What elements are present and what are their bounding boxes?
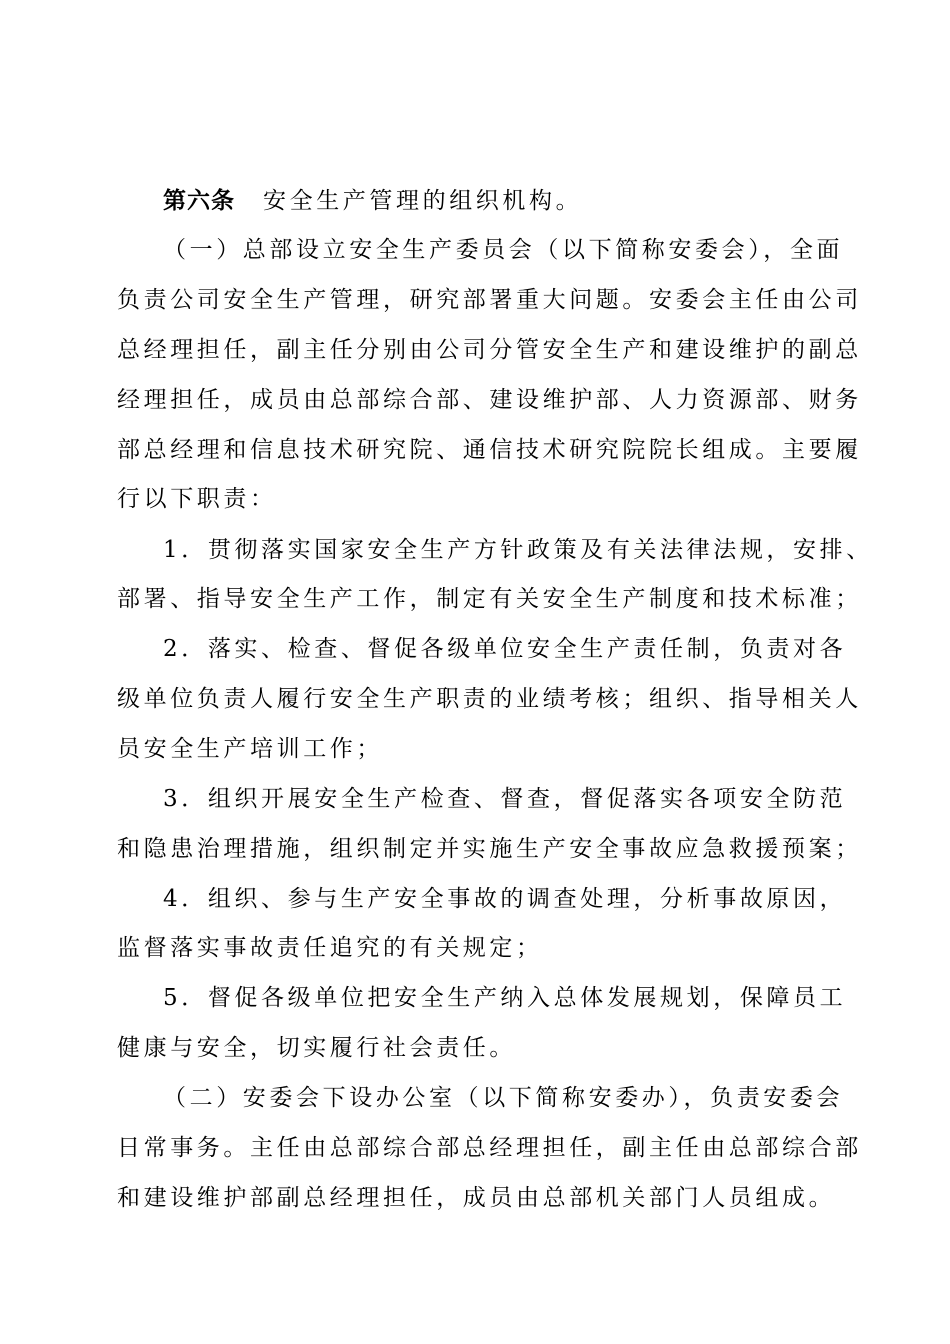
list-item-line: 5．督促各级单位把安全生产纳入总体发展规划，保障员工	[163, 985, 847, 1011]
list-item-line: 部署、指导安全生产工作，制定有关安全生产制度和技术标准；	[117, 586, 862, 612]
list-item-line: 2．落实、检查、督促各级单位安全生产责任制，负责对各	[163, 636, 847, 662]
article-heading	[163, 186, 582, 216]
list-item-line: 监督落实事故责任追究的有关规定；	[117, 935, 543, 961]
paragraph-line: 行以下职责：	[117, 486, 277, 512]
list-item-line: 3．组织开展安全生产检查、督查，督促落实各项安全防范	[163, 786, 847, 812]
paragraph-line: （一）总部设立安全生产委员会（以下简称安委会），全面	[163, 237, 844, 263]
paragraph-line: 经理担任，成员由总部综合部、建设维护部、人力资源部、财务	[117, 387, 862, 413]
list-item-line: 员安全生产培训工作；	[117, 736, 383, 762]
list-item-line: 健康与安全，切实履行社会责任。	[117, 1035, 516, 1061]
list-item-line: 4．组织、参与生产安全事故的调查处理，分析事故原因，	[163, 886, 847, 912]
list-item-line: 级单位负责人履行安全生产职责的业绩考核；组织、指导相关人	[117, 686, 862, 712]
paragraph-line: （二）安委会下设办公室（以下简称安委办），负责安委会	[163, 1085, 844, 1111]
article-label: 第六条	[163, 188, 235, 214]
list-item-line: 和隐患治理措施，组织制定并实施生产安全事故应急救援预案；	[117, 836, 862, 862]
article-title: 安全生产管理的组织机构。	[263, 188, 583, 214]
paragraph-line: 总经理担任，副主任分别由公司分管安全生产和建设维护的副总	[117, 337, 862, 363]
paragraph-line: 和建设维护部副总经理担任，成员由总部机关部门人员组成。	[117, 1185, 836, 1211]
list-item-line: 1．贯彻落实国家安全生产方针政策及有关法律法规，安排、	[163, 537, 873, 563]
paragraph-line: 日常事务。主任由总部综合部总经理担任，副主任由总部综合部	[117, 1135, 862, 1161]
paragraph-line: 负责公司安全生产管理，研究部署重大问题。安委会主任由公司	[117, 287, 862, 313]
paragraph-line: 部总经理和信息技术研究院、通信技术研究院院长组成。主要履	[117, 437, 862, 463]
